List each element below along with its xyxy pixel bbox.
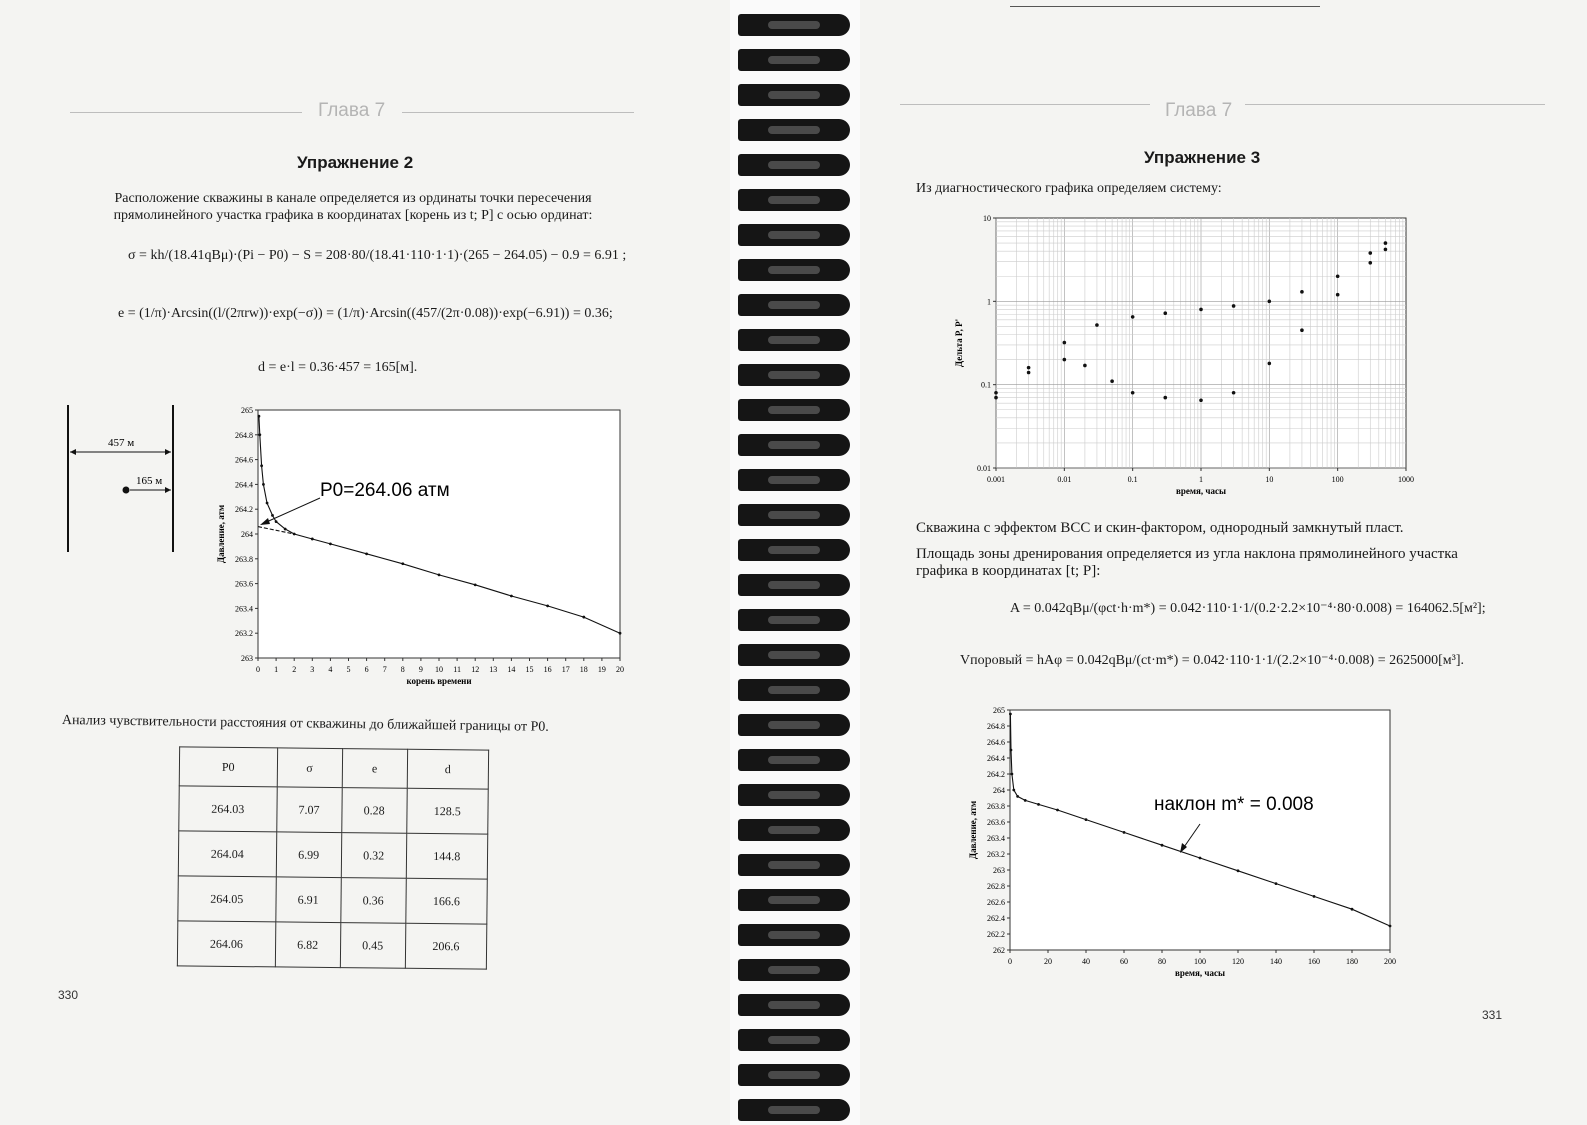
table-cell: 0.36 — [340, 878, 406, 924]
y-tick-label: 264.6 — [987, 738, 1005, 747]
binding-coil — [738, 784, 850, 806]
data-point — [1300, 328, 1304, 332]
chart-pressure-time — [968, 702, 1408, 992]
chapter-header: Глава 7 — [1165, 100, 1233, 121]
x-tick-label: 40 — [1082, 957, 1090, 966]
exercise-title: Упражнение 2 — [297, 153, 414, 172]
x-tick-label: 0.01 — [1057, 475, 1072, 484]
data-point — [1389, 925, 1392, 928]
data-point — [1199, 857, 1202, 860]
data-point — [1027, 366, 1031, 370]
x-tick-label: 6 — [364, 665, 369, 674]
y-tick-label: 262.8 — [987, 882, 1005, 891]
binding-coil — [738, 329, 850, 351]
page-number: 330 — [58, 988, 79, 1002]
data-point — [994, 391, 998, 395]
y-tick-label: 263.8 — [235, 554, 253, 564]
arrowhead — [70, 449, 76, 455]
table-row — [179, 786, 488, 834]
data-point — [258, 433, 261, 436]
data-point — [1131, 391, 1135, 395]
data-point — [1009, 713, 1012, 716]
table-cell: 264.05 — [178, 876, 276, 922]
x-tick-label: 13 — [489, 665, 498, 674]
x-tick-label: 60 — [1120, 957, 1128, 966]
annotation-label: наклон m* = 0.008 — [1154, 794, 1314, 815]
page-number: 331 — [1482, 1008, 1503, 1022]
data-point — [1237, 869, 1240, 872]
data-point — [1384, 241, 1388, 245]
binding-coil — [738, 1099, 850, 1121]
y-tick-label: 263.6 — [235, 579, 253, 589]
data-point — [474, 583, 477, 586]
data-point — [275, 520, 278, 523]
binding-coil — [738, 994, 850, 1016]
binding-coil — [738, 504, 850, 526]
x-tick-label: 12 — [471, 665, 480, 674]
annotation-label: P0=264.06 атм — [320, 480, 450, 501]
y-tick-label: 10 — [983, 214, 991, 223]
binding-coil — [738, 434, 850, 456]
data-point — [1123, 831, 1126, 834]
data-point — [266, 502, 269, 505]
y-tick-label: 264.8 — [235, 430, 253, 440]
y-tick-label: 263.2 — [987, 850, 1005, 859]
binding-coil — [738, 364, 850, 386]
plot-area — [1010, 710, 1390, 950]
y-tick-label: 264.4 — [987, 754, 1005, 763]
x-tick-label: 160 — [1308, 957, 1320, 966]
header-rule — [70, 112, 302, 113]
chart-sqrt-time — [218, 400, 638, 700]
data-point — [994, 396, 998, 400]
table-cell: 264.06 — [177, 921, 275, 967]
data-point — [1010, 749, 1013, 752]
y-tick-label: 264 — [993, 786, 1005, 795]
x-tick-label: 3 — [310, 665, 315, 674]
table-row — [177, 921, 486, 969]
binding-coil — [738, 609, 850, 631]
y-tick-label: 264.2 — [235, 505, 253, 515]
data-point — [271, 514, 274, 517]
binding-coil — [738, 714, 850, 736]
x-tick-label: 10 — [435, 665, 443, 674]
y-axis-label: Дельта P, P' — [954, 318, 964, 368]
x-tick-label: 100 — [1331, 475, 1344, 484]
binding-coil — [738, 399, 850, 421]
x-tick-label: 8 — [400, 665, 405, 674]
data-point — [1300, 290, 1304, 294]
table-header-row — [179, 747, 488, 789]
right-page — [860, 0, 1587, 1125]
table-cell: 6.82 — [275, 922, 341, 968]
x-tick-label: 19 — [597, 665, 606, 674]
data-point — [329, 543, 332, 546]
x-tick-label: 9 — [418, 665, 423, 674]
data-point — [1063, 341, 1067, 345]
data-point — [438, 574, 441, 577]
y-tick-label: 264.2 — [987, 770, 1005, 779]
data-point — [258, 415, 261, 418]
data-point — [1336, 274, 1340, 278]
x-tick-label: 7 — [382, 665, 387, 674]
x-axis-label: время, часы — [1175, 968, 1225, 978]
x-tick-label: 14 — [507, 665, 516, 674]
binding-coil — [738, 924, 850, 946]
data-point — [1163, 311, 1167, 315]
y-tick-label: 0.01 — [977, 464, 991, 473]
binding-coil — [738, 574, 850, 596]
data-point — [1199, 308, 1203, 312]
x-tick-label: 180 — [1346, 957, 1358, 966]
y-axis-label: Давление, атм — [216, 504, 226, 564]
formula-d: d = e·l = 0.36·457 = 165[м]. — [258, 360, 418, 375]
x-tick-label: 1 — [274, 665, 279, 674]
x-axis-label: время, часы — [1176, 486, 1226, 496]
x-tick-label: 15 — [525, 665, 534, 674]
data-point — [1232, 391, 1236, 395]
x-tick-label: 140 — [1270, 957, 1282, 966]
data-point — [293, 533, 296, 536]
well-point — [123, 487, 130, 494]
y-tick-label: 264.8 — [987, 722, 1005, 731]
data-point — [284, 528, 287, 531]
table-cell: 128.5 — [406, 788, 488, 834]
dimension-165-label: 165 м — [136, 475, 163, 487]
formula-pore-volume: Vпоровый = hAφ = 0.042qBμ/(ct·m*) = 0.042·110·1·1/(2.2×10⁻⁴·0.008) = 2625000[м³]. — [960, 653, 1464, 668]
area-paragraph: Площадь зоны дренирования определяется из угла наклона прямолинейного участка графика в координатах [t; P]: — [916, 546, 1458, 579]
table-header-cell: σ — [277, 748, 342, 788]
x-tick-label: 4 — [328, 665, 333, 674]
binding-coil — [738, 889, 850, 911]
x-tick-label: 0 — [256, 665, 260, 674]
data-point — [1095, 323, 1099, 327]
y-tick-label: 262.4 — [987, 914, 1005, 923]
table-header-cell: d — [407, 749, 489, 789]
conclusion-paragraph: Скважина с эффектом ВСС и скин-фактором, однородный замкнутый пласт. — [916, 520, 1404, 536]
data-point — [1085, 818, 1088, 821]
y-tick-label: 263.4 — [987, 834, 1005, 843]
y-tick-label: 264.6 — [235, 455, 253, 465]
data-point — [1131, 315, 1135, 319]
y-tick-label: 0.1 — [981, 380, 991, 390]
table-cell: 7.07 — [276, 787, 342, 833]
table-header-cell: P0 — [179, 747, 277, 787]
data-point — [1012, 789, 1015, 792]
data-point — [1268, 362, 1272, 366]
table-cell: 206.6 — [405, 923, 487, 969]
x-tick-label: 5 — [346, 665, 351, 674]
table-cell: 6.99 — [276, 832, 342, 878]
data-point — [1037, 803, 1040, 806]
data-point — [1163, 396, 1167, 400]
y-axis-label: Давление, атм — [968, 800, 978, 860]
top-rule — [1010, 6, 1320, 7]
binding-coil — [738, 259, 850, 281]
y-tick-label: 262.6 — [987, 898, 1005, 907]
y-tick-label: 265 — [993, 706, 1005, 715]
x-tick-label: 200 — [1384, 957, 1396, 966]
spiral-binding — [730, 0, 860, 1125]
binding-coil — [738, 119, 850, 141]
formula-e: e = (1/π)·Arcsin((l/(2πrw))·exp(−σ)) = (1/π)·Arcsin((457/(2π·0.08))·exp(−6.91)) = 0.36; — [118, 306, 613, 321]
intro-paragraph: Расположение скважины в канале определяется из ординаты точки пересечения прямолинейного участка графика в координатах [корень из t; P] с осью ординат: — [113, 191, 593, 223]
formula-area: A = 0.042qBμ/(φct·h·m*) = 0.042·110·1·1/(0.2·2.2×10⁻⁴·80·0.008) = 164062.5[м²]; — [1010, 601, 1486, 616]
x-axis-label: корень времени — [406, 676, 472, 686]
y-tick-label: 263.6 — [987, 818, 1005, 827]
y-tick-label: 263.4 — [235, 604, 253, 614]
data-point — [311, 538, 314, 541]
plot-area — [258, 410, 620, 658]
x-tick-label: 0.001 — [987, 475, 1005, 484]
y-tick-label: 263 — [993, 866, 1005, 875]
analysis-paragraph: Анализ чувствительности расстояния от скважины до ближайшей границы от P0. — [61, 712, 549, 735]
x-tick-label: 17 — [561, 665, 570, 674]
x-tick-label: 16 — [543, 665, 552, 674]
data-point — [1056, 809, 1059, 812]
binding-coil — [738, 1064, 850, 1086]
x-tick-label: 0 — [1008, 957, 1012, 966]
table-cell: 144.8 — [406, 833, 488, 879]
arrowhead — [165, 487, 171, 493]
data-point — [260, 464, 263, 467]
table-cell: 6.91 — [275, 877, 341, 923]
table-cell: 264.04 — [178, 831, 276, 877]
table-cell: 166.6 — [405, 878, 487, 924]
sensitivity-table — [177, 746, 489, 969]
data-point — [1110, 379, 1114, 383]
table-cell: 264.03 — [179, 786, 277, 832]
binding-coil — [738, 854, 850, 876]
diagnostic-paragraph: Из диагностического графика определяем систему: — [916, 181, 1222, 196]
binding-coil — [738, 154, 850, 176]
data-point — [1313, 895, 1316, 898]
y-tick-label: 264 — [241, 530, 253, 539]
x-tick-label: 20 — [616, 665, 624, 674]
x-tick-label: 80 — [1158, 957, 1166, 966]
data-point — [510, 595, 513, 598]
data-point — [619, 632, 622, 635]
data-point — [1232, 304, 1236, 308]
table-cell: 0.45 — [340, 923, 406, 969]
data-point — [1368, 261, 1372, 265]
table-cell: 0.28 — [341, 788, 407, 834]
dimension-457-label: 457 м — [108, 437, 135, 449]
data-point — [1199, 398, 1203, 402]
data-point — [582, 616, 585, 619]
arrowhead — [165, 449, 171, 455]
channel-diagram — [60, 400, 190, 560]
x-tick-label: 18 — [579, 665, 588, 674]
y-tick-label: 263.2 — [235, 629, 253, 639]
binding-coil — [738, 749, 850, 771]
binding-coil — [738, 959, 850, 981]
data-point — [1161, 844, 1164, 847]
data-point — [365, 552, 368, 555]
binding-coil — [738, 539, 850, 561]
y-tick-label: 262 — [993, 946, 1005, 955]
data-point — [1351, 908, 1354, 911]
data-point — [1336, 293, 1340, 297]
x-tick-label: 11 — [453, 665, 461, 674]
binding-coil — [738, 1029, 850, 1051]
y-tick-label: 262.2 — [987, 930, 1005, 939]
data-point — [1011, 773, 1014, 776]
chapter-header: Глава 7 — [318, 100, 386, 121]
y-tick-label: 264.4 — [235, 480, 253, 490]
x-tick-label: 100 — [1194, 957, 1206, 966]
formula-sigma: σ = kh/(18.41qBμ)·(Pi − P0) − S = 208·80/(18.41·110·1·1)·(265 − 264.05) − 0.9 = 6.91 ; — [128, 248, 627, 263]
x-tick-label: 2 — [292, 665, 297, 674]
binding-coil — [738, 469, 850, 491]
y-tick-label: 265 — [241, 406, 253, 415]
header-rule — [900, 104, 1150, 105]
binding-coil — [738, 294, 850, 316]
table-row — [178, 876, 487, 924]
x-tick-label: 10 — [1265, 475, 1274, 484]
x-tick-label: 1000 — [1398, 475, 1414, 484]
table-cell: 0.32 — [341, 833, 407, 879]
binding-coil — [738, 189, 850, 211]
exercise-title: Упражнение 3 — [1144, 148, 1261, 167]
data-point — [262, 483, 265, 486]
x-tick-label: 20 — [1044, 957, 1052, 966]
x-tick-label: 120 — [1232, 957, 1244, 966]
header-rule — [1245, 104, 1545, 105]
data-point — [1384, 248, 1388, 252]
x-tick-label: 0.1 — [1127, 475, 1138, 484]
binding-coil — [738, 644, 850, 666]
chart-diagnostic-loglog — [954, 210, 1420, 510]
binding-coil — [738, 679, 850, 701]
y-tick-label: 263 — [241, 654, 253, 663]
header-rule — [402, 112, 634, 113]
data-point — [401, 562, 404, 565]
data-point — [1083, 364, 1087, 368]
data-point — [1275, 882, 1278, 885]
binding-coil — [738, 14, 850, 36]
y-tick-label: 263.8 — [987, 802, 1005, 811]
x-tick-label: 1 — [1199, 475, 1203, 484]
binding-coil — [738, 49, 850, 71]
table-row — [178, 831, 487, 879]
binding-coil — [738, 224, 850, 246]
binding-coil — [738, 84, 850, 106]
binding-coil — [738, 819, 850, 841]
data-point — [1368, 251, 1372, 255]
data-point — [1268, 300, 1272, 304]
table-header-cell: e — [342, 749, 407, 789]
data-point — [1024, 799, 1027, 802]
left-page — [0, 0, 730, 1125]
y-tick-label: 1 — [987, 297, 991, 307]
data-point — [546, 605, 549, 608]
data-point — [1027, 371, 1031, 375]
data-point — [1063, 358, 1067, 362]
data-point — [1016, 795, 1019, 798]
